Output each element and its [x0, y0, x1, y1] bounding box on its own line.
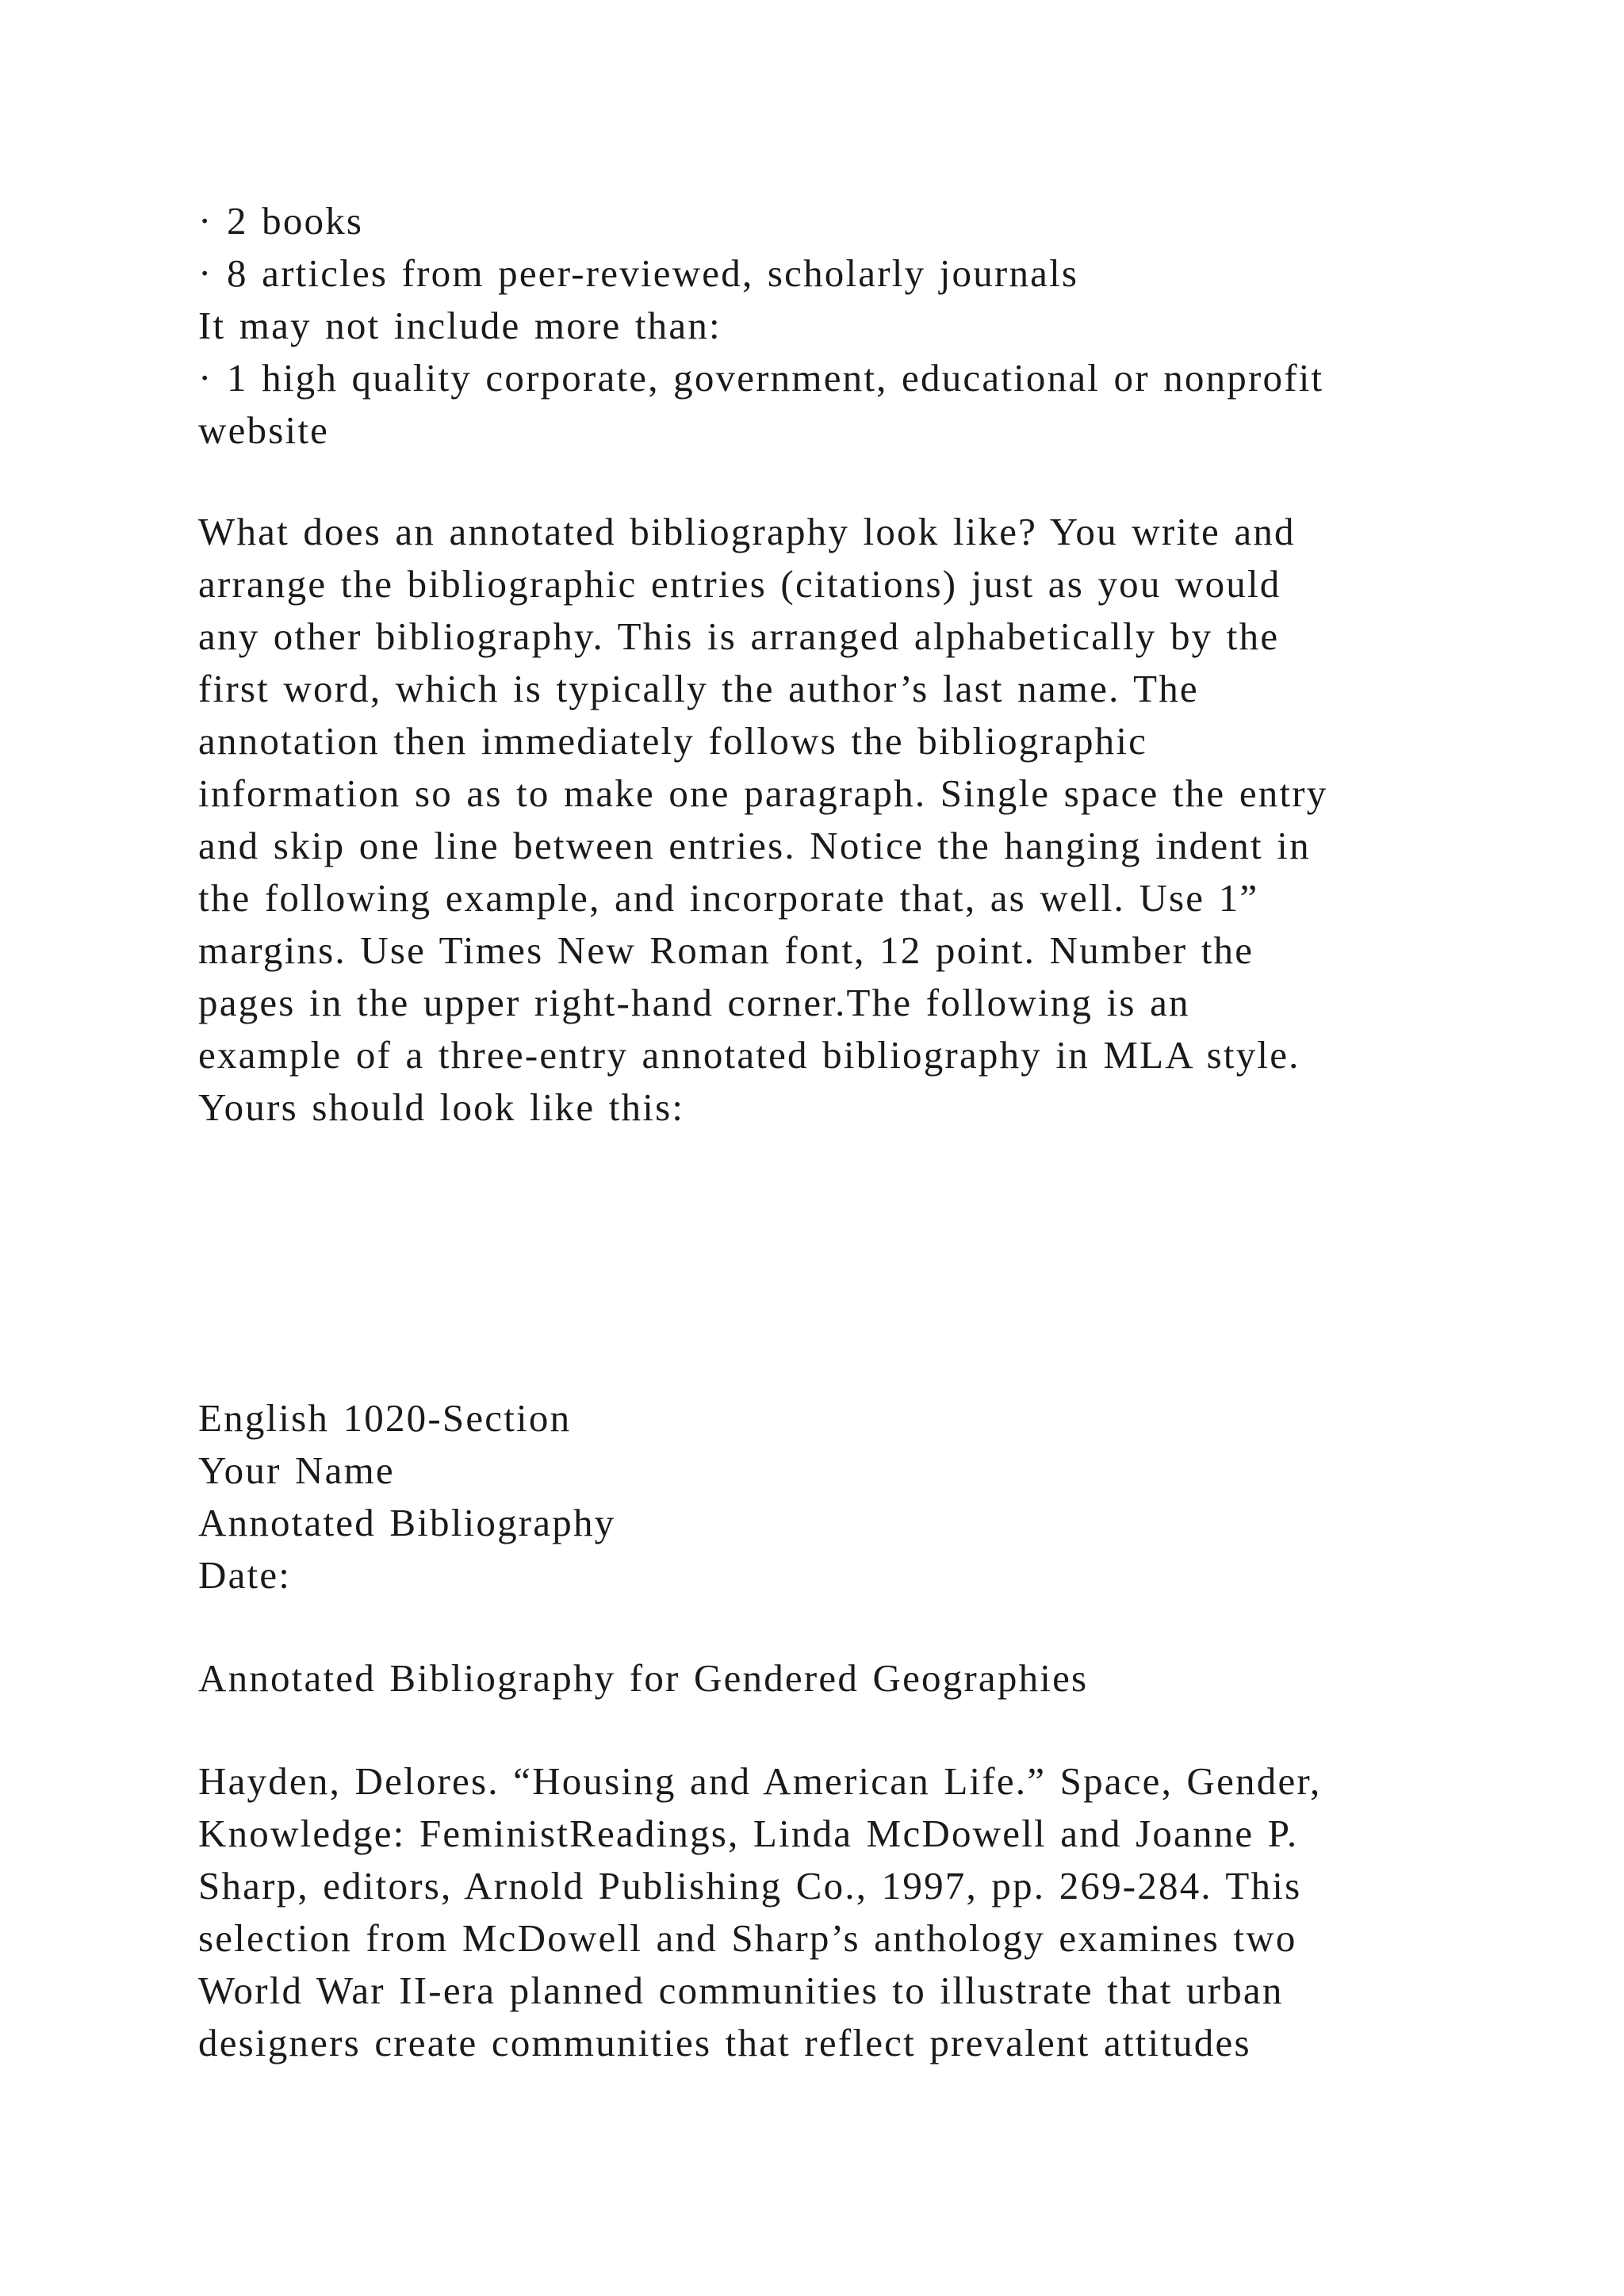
- entry-line: Sharp, editors, Arnold Publishing Co., 1997, pp. 269-284. This: [198, 1864, 1302, 1908]
- paragraph-line: any other bibliography. This is arranged alphabetically by the: [198, 614, 1280, 658]
- paragraph-line: example of a three-entry annotated bibliography in MLA style.: [198, 1033, 1300, 1077]
- paragraph-line: pages in the upper right-hand corner.The following is an: [198, 981, 1190, 1024]
- bibliography-title-block: [198, 1652, 1507, 1705]
- source-requirements-list: [198, 195, 1507, 457]
- requirement-articles: · 8 articles from peer-reviewed, scholarly journals: [198, 251, 1079, 295]
- heading-course: English 1020-Section: [198, 1396, 572, 1440]
- paragraph-line: the following example, and incorporate that, as well. Use 1”: [198, 876, 1259, 920]
- paragraph-line: annotation then immediately follows the bibliographic: [198, 719, 1148, 763]
- entry-line: Hayden, Delores. “Housing and American Life.” Space, Gender,: [198, 1759, 1322, 1803]
- paragraph-line: Yours should look like this:: [198, 1085, 685, 1129]
- heading-date: Date:: [198, 1553, 292, 1597]
- bibliography-title: Annotated Bibliography for Gendered Geographies: [198, 1656, 1089, 1700]
- requirement-website: · 1 high quality corporate, government, educational or nonprofit: [198, 356, 1324, 400]
- paragraph-line: and skip one line between entries. Notice the hanging indent in: [198, 824, 1311, 867]
- bibliography-entry: [198, 1755, 1507, 2069]
- description-paragraph: [198, 506, 1507, 1134]
- entry-line: selection from McDowell and Sharp’s anthology examines two: [198, 1916, 1297, 1960]
- paragraph-line: What does an annotated bibliography look like? You write and: [198, 510, 1296, 553]
- entry-line: Knowledge: FeministReadings, Linda McDowell and Joanne P.: [198, 1812, 1299, 1855]
- requirement-books: · 2 books: [198, 199, 364, 243]
- paragraph-line: information so as to make one paragraph. Single space the entry: [198, 771, 1328, 815]
- paragraph-line: arrange the bibliographic entries (citations) just as you would: [198, 562, 1281, 606]
- entry-line: designers create communities that reflect prevalent attitudes: [198, 2021, 1251, 2064]
- requirement-website-continued: website: [198, 408, 330, 452]
- requirement-limit-intro: It may not include more than:: [198, 304, 722, 347]
- paragraph-line: margins. Use Times New Roman font, 12 point. Number the: [198, 928, 1254, 972]
- entry-line: World War II-era planned communities to illustrate that urban: [198, 1969, 1284, 2012]
- heading-name: Your Name: [198, 1448, 395, 1492]
- paragraph-line: first word, which is typically the author’s last name. The: [198, 667, 1199, 710]
- example-heading: [198, 1392, 1507, 1601]
- heading-assignment: Annotated Bibliography: [198, 1501, 616, 1544]
